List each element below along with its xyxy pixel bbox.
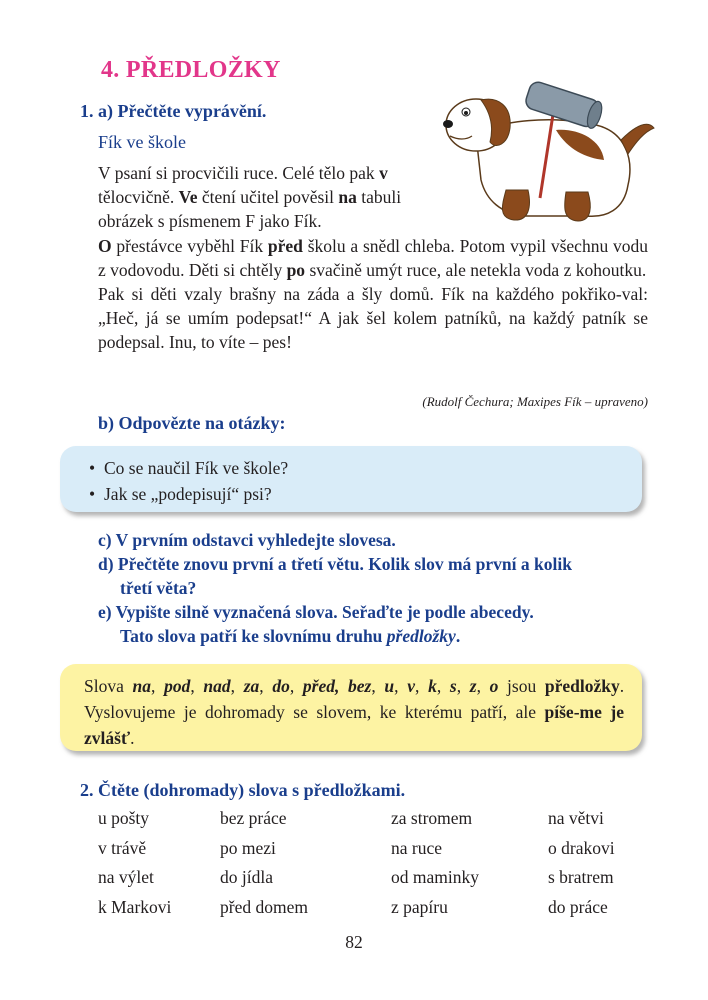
phrase: za stromem [391, 808, 473, 828]
phrase: na ruce [391, 837, 443, 858]
story-text [98, 161, 648, 355]
emphasized-word: po [286, 259, 306, 280]
text-segment: Slova [84, 676, 133, 696]
source-citation: (Rudolf Čechura; Maxipes Fík – upraveno) [422, 394, 648, 409]
rule-text [84, 673, 624, 751]
phrase: s bratrem [548, 867, 614, 887]
emphasized-word: s [449, 676, 457, 696]
exercise-1b-heading [98, 413, 286, 434]
emphasized-word: na [338, 187, 357, 208]
text-segment: přestávce vyběhl Fík [111, 235, 268, 256]
text-segment: , [289, 676, 303, 696]
emphasized-word: nad [203, 676, 231, 696]
text-segment: , [394, 676, 408, 696]
phrase: po mezi [220, 837, 276, 858]
text-segment: jsou [498, 676, 545, 696]
task-c: c) V prvním odstavci vyhledejte slovesa. [98, 530, 396, 550]
emphasized-word: před, bez [302, 676, 372, 696]
page-number: 82 [345, 932, 363, 952]
story-paragraph-3 [98, 282, 648, 355]
task-d-line-2: třetí věta? [120, 578, 197, 598]
text-segment: . Vyslovujeme je dohromady se slovem, ke kterému patří, ale [84, 676, 625, 722]
question-item: • Co se naučil Fík ve škole? [104, 455, 288, 481]
emphasized-word: do [272, 676, 290, 696]
text-segment: . [130, 728, 135, 748]
emphasized-word: z [469, 676, 477, 696]
emphasized-word: Ve [178, 187, 198, 208]
text-segment: Pak si děti vzaly brašny na záda a šly domů. Fík na každého pokřiko-val: „Heč, já se umím podepsat!“ A jak šel kolem patníků, na každý patník se podepsal. Inu, to víte – pes! [98, 284, 648, 353]
text-segment: , [476, 676, 490, 696]
text-segment: , [190, 676, 204, 696]
emphasized-word: píše-me je zvlášť [84, 702, 624, 748]
phrase: od maminky [391, 867, 479, 887]
task-d-line-1: d) Přečtěte znovu první a třetí větu. Kolik slov má první a kolik [98, 554, 572, 574]
task-e-text: Tato slova patří ke slovnímu druhu [120, 626, 387, 646]
question-item: • Jak se „podepisují“ psi? [104, 481, 288, 507]
text-segment: , [415, 676, 429, 696]
emphasized-word: pod [164, 676, 191, 696]
text-segment: , [436, 676, 450, 696]
text-segment: čtení učitel pověsil [197, 187, 339, 208]
exercise-label: 1. a) [80, 101, 113, 121]
emphasized-word: u [384, 676, 395, 696]
task-e-term: předložky [386, 626, 456, 646]
rule-box [60, 664, 642, 751]
emphasized-word: v [379, 163, 388, 183]
tasks [98, 528, 572, 648]
emphasized-word: na [132, 676, 152, 696]
text-segment: , [456, 676, 470, 696]
text-segment: V psaní si procvičili ruce. Celé tělo pak [98, 163, 380, 183]
page-title: 4. PŘEDLOŽKY [101, 57, 281, 83]
task-e-end: . [455, 626, 461, 646]
text-segment: svačině umýt ruce, ale netekla voda z kohoutku. [305, 259, 647, 280]
text-segment: , [151, 676, 165, 696]
phrase: před domem [220, 896, 308, 917]
phrase: bez práce [220, 808, 287, 828]
text-segment: , [259, 676, 273, 696]
text-segment: tabuli obrázek s písmenem F jako Fík. [98, 187, 402, 232]
task-e-line-2 [98, 624, 572, 648]
phrase: do práce [548, 896, 608, 917]
phrase: na výlet [98, 867, 154, 887]
exercise-2-heading [80, 780, 405, 801]
questions-list [104, 455, 288, 507]
emphasized-word: O [98, 235, 112, 256]
exercise-instruction: Odpovězte na otázky: [118, 413, 286, 433]
questions-box [60, 446, 642, 512]
phrase: o drakovi [548, 837, 615, 858]
exercise-1a-heading [80, 101, 266, 122]
text-segment: , [230, 676, 244, 696]
emphasized-word: předložky [544, 676, 620, 696]
text-segment: školu a snědl chleba. Potom vypil všechnu vodu z vodovodu. Děti si chtěly [98, 235, 649, 280]
exercise-label: 2. [80, 780, 94, 800]
text-segment: tělocvičně. [98, 187, 179, 208]
text-segment: , [371, 676, 385, 696]
emphasized-word: o [489, 676, 499, 696]
story-title: Fík ve škole [98, 132, 186, 152]
phrase: u pošty [98, 808, 150, 828]
phrase: do jídla [220, 867, 273, 887]
phrase: k Markovi [98, 896, 172, 917]
emphasized-word: v [407, 676, 415, 696]
story-paragraph-2 [98, 234, 648, 282]
task-e-line-1: e) Vypište silně vyznačená slova. Seřaďte je podle abecedy. [98, 602, 534, 622]
exercise-instruction: Čtěte (dohromady) slova s předložkami. [98, 780, 406, 800]
phrase: z papíru [391, 896, 448, 917]
emphasized-word: před [267, 235, 303, 256]
exercise-label: b) [98, 413, 115, 433]
phrase: na větvi [548, 808, 604, 828]
phrase: v trávě [98, 837, 147, 858]
story-paragraph-1 [98, 161, 428, 234]
emphasized-word: k [428, 676, 437, 696]
emphasized-word: za [243, 676, 260, 696]
exercise-instruction: Přečtěte vyprávění. [117, 101, 267, 121]
